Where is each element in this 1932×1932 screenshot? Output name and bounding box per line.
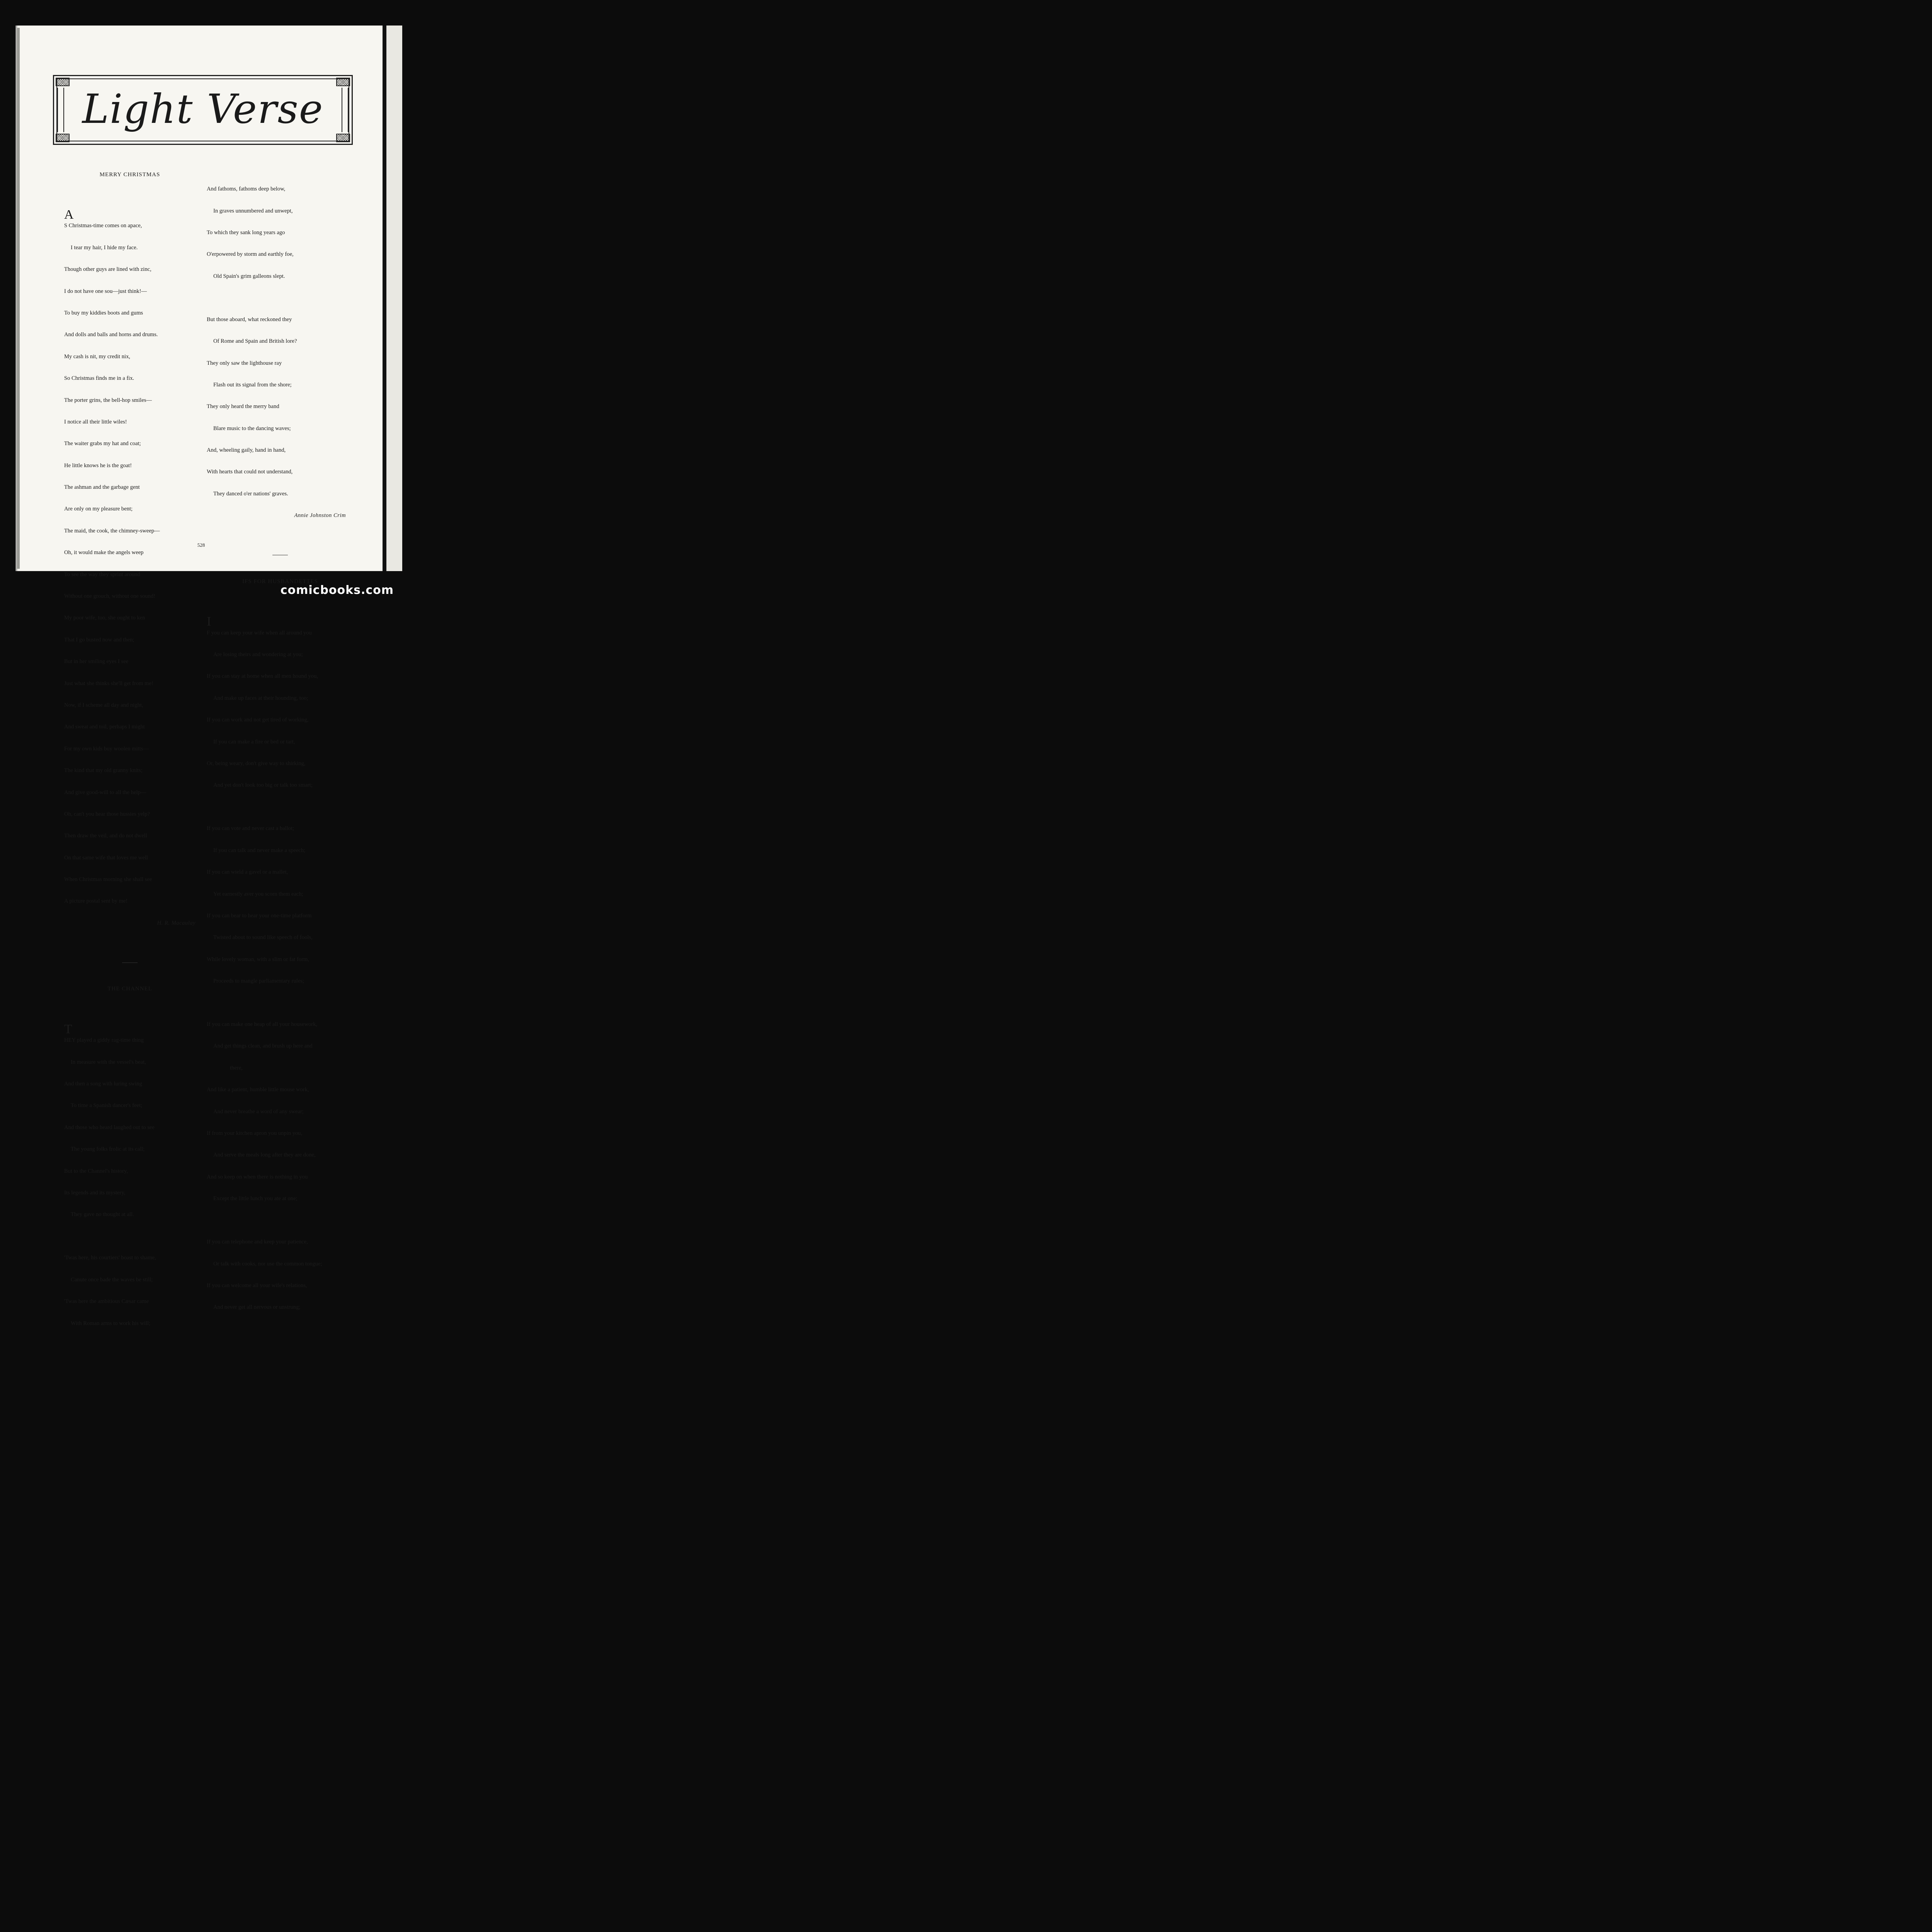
poem-line: And so keep on when there is nothing in you xyxy=(207,1173,308,1180)
poem-line: And dolls and balls and horns and drums. xyxy=(64,332,158,338)
poem-line: So Christmas finds me in a fix. xyxy=(64,375,134,382)
poem-line: Twisted about to sound like speech of fools, xyxy=(213,934,313,941)
poem-line: If you can work and not get tired of working, xyxy=(207,717,309,723)
poem-line: If you can telephone and keep your patience, xyxy=(207,1239,308,1245)
poem-title-merry-christmas: MERRY CHRISTMAS xyxy=(99,171,160,178)
poem-line: Then draw the veil, and do not dwell xyxy=(64,833,147,839)
poem-line: If you can wield a gavel or a mallet, xyxy=(207,869,288,876)
poem-line: And never get all nervous or unstrung; xyxy=(213,1304,301,1311)
poem-ifs-for-husbandettes xyxy=(207,607,354,1326)
stanza-gap xyxy=(207,294,354,301)
poem-line: O'erpowered by storm and earthly foe, xyxy=(207,251,294,258)
poem-line: 'Twas here the ambitious Cæsar came xyxy=(64,1298,149,1305)
stanza-gap xyxy=(207,1217,354,1224)
left-column xyxy=(64,156,196,1349)
poem-line: Or talk with cooks, nor use the common tongue; xyxy=(213,1260,322,1267)
drop-cap: A xyxy=(64,207,74,222)
drop-cap: I xyxy=(207,614,211,629)
poem-line: And yet don't look too big or talk too smart; xyxy=(213,782,313,789)
facing-page-edge xyxy=(386,26,402,571)
poem-line: And then a song with luring swing xyxy=(64,1081,142,1087)
poem-line: In graves unnumbered and unwept, xyxy=(213,207,293,214)
poem-line: Without one grouch, without one sound! xyxy=(64,593,156,600)
title-banner xyxy=(53,75,353,145)
poem-merry-christmas xyxy=(64,201,196,941)
poem-line: They gave no thought at all. xyxy=(71,1211,134,1218)
poem-line: That I go busted now and then; xyxy=(64,636,134,643)
celtic-knot-ornament-icon xyxy=(336,134,350,142)
poem-line: Yet earnestly aver you scorn them each; xyxy=(213,891,303,897)
poem-line: In measure with the vessel's beat, xyxy=(71,1059,146,1065)
poem-line: The young folks frolic at its call; xyxy=(71,1146,145,1153)
poem-line: If you can vote and never cast a ballot; xyxy=(207,825,294,832)
poem-line: The kind that my old granny knits; xyxy=(64,767,143,774)
poem-line: And, wheeling gaily, hand in hand, xyxy=(207,447,286,454)
poem-line: 'Twas here, his courtiers' boast to shame, xyxy=(64,1255,156,1261)
poem-line: Proceeds to mangle parliamentary rules; xyxy=(213,978,304,985)
poem-line: Are losing theirs and wondering at you; xyxy=(213,651,303,658)
poem-line: HEY played a giddy rag-time thing xyxy=(64,1037,144,1044)
poem-line: The waiter grabs my hat and coat; xyxy=(64,440,141,447)
poem-line: The ashman and the garbage gent xyxy=(64,484,140,491)
poem-line: And never breathe a word of any swear; xyxy=(213,1108,304,1115)
poem-line: To time a Spanish dancer's feet; xyxy=(71,1102,143,1109)
poem-line: I do not have one sou—just think!— xyxy=(64,288,147,294)
page-title: Light Verse xyxy=(82,85,324,133)
poem-line: And make up faces at their hounding, too; xyxy=(213,695,308,701)
poem-line: The maid, the cook, the chimney-sweep— xyxy=(64,527,160,534)
poem-line: And get things clean, and brush up here and xyxy=(213,1043,313,1049)
stanza-gap xyxy=(207,804,354,811)
poem-line: Its legends and its mystery, xyxy=(64,1189,126,1196)
poem-line: I notice all their little wiles! xyxy=(64,418,127,425)
poem-line: Flash out its signal from the shore; xyxy=(213,381,292,388)
poem-line: And sweat and toil, perhaps I might xyxy=(64,724,145,730)
poem-line: But those aboard, what reckoned they xyxy=(207,316,292,323)
poem-line: My poor wife, too, she ought to ken xyxy=(64,615,145,621)
poem-line: A picture postal sent by me! xyxy=(64,898,128,905)
poem-line: They only heard the merry band xyxy=(207,403,279,410)
poem-line: For my own kids buy woolen mitts— xyxy=(64,745,149,752)
celtic-knot-ornament-icon xyxy=(56,134,70,142)
poem-line: If you can bear to hear your one-time platform xyxy=(207,912,312,919)
poem-line: Oh, it would make the angels weep xyxy=(64,549,144,556)
poem-line: They danced o'er nations' graves. xyxy=(213,490,288,497)
poem-title-the-channel: THE CHANNEL xyxy=(107,986,152,992)
poem-line: To which they sank long years ago xyxy=(207,229,285,236)
poem-line: He little knows he is the goat! xyxy=(64,462,132,469)
poem-line: And give good-will to all the help— xyxy=(64,789,146,796)
book-spine xyxy=(383,26,386,571)
poem-line: On that same wife that loves me well xyxy=(64,854,148,861)
poem-line: The porter grins, the bell-hop smiles— xyxy=(64,397,152,403)
poem-author: Annie Johnston Crim xyxy=(294,512,346,519)
poem-line: S Christmas-time comes on apace, xyxy=(64,223,142,229)
poem-line: Or, being weary, don't give way to shirking, xyxy=(207,760,306,767)
poem-line: If you can make a fire or bed or tart, xyxy=(213,738,295,745)
poem-line: Oh, can't you hear those hussies yelp? xyxy=(64,811,150,817)
poem-line: And like a patient, humble little mouse work, xyxy=(207,1087,309,1093)
poem-line: Except the little lunch you ate at one; xyxy=(213,1196,298,1202)
poem-line: there, xyxy=(230,1065,243,1071)
site-watermark: comicbooks.com xyxy=(280,583,394,597)
poem-line: Just what she thinks she'll get from me! xyxy=(64,680,153,687)
poem-line: With Roman arms to work his will; xyxy=(71,1320,151,1327)
poem-line: Are only on my pleasure bent; xyxy=(64,506,133,512)
poem-line: I tear my hair, I hide my face. xyxy=(71,244,138,251)
poem-line: But to the Channel's history, xyxy=(64,1168,128,1174)
poem-line: Though other guys are lined with zinc, xyxy=(64,266,151,273)
stanza-gap xyxy=(207,999,354,1006)
poem-line: When Christmas morning she shall see xyxy=(64,876,152,883)
poem-line: And those who heard laughed out to see xyxy=(64,1124,155,1131)
poem-line: If you can stay at home when all men hound you, xyxy=(207,673,318,680)
poem-author: H. R. Macaulay xyxy=(157,920,196,926)
poem-line: To see the way they sprint around xyxy=(64,571,140,578)
stanza-gap xyxy=(64,1233,196,1240)
poem-line: Now, if I scheme all day and night, xyxy=(64,702,143,708)
poem-line: If you can welcome all your wife's relations, xyxy=(207,1282,307,1289)
poem-line: Of Rome and Spain and British lore? xyxy=(213,338,297,345)
page-number: 528 xyxy=(197,542,205,548)
poem-line: F you can keep your wife when all around you xyxy=(207,629,312,636)
poem-line: If from your kitchen apron you unpin you, xyxy=(207,1130,303,1136)
page-gutter-shadow xyxy=(17,28,20,569)
poem-the-channel-continued xyxy=(207,171,354,534)
poem-the-channel xyxy=(64,1015,196,1342)
poem-line: And serve the meals long after they are done, xyxy=(213,1152,316,1158)
poem-line: Canute once bade the waves be still; xyxy=(71,1276,153,1283)
poem-line: But in her smiling eyes I see xyxy=(64,658,129,665)
drop-cap: T xyxy=(64,1022,72,1036)
poem-line: Blare music to the dancing waves; xyxy=(213,425,291,432)
poem-line: My cash is nit, my credit nix, xyxy=(64,353,131,360)
poem-line: And fathoms, fathoms deep below, xyxy=(207,186,286,192)
poem-line: If you can make one heap of all your housework, xyxy=(207,1021,318,1028)
poem-line: If you can talk and never make a speech; xyxy=(213,847,306,854)
poem-line: While lovely woman, with a slim or fat form, xyxy=(207,956,310,963)
right-column xyxy=(207,156,354,1333)
poem-line: Old Spain's grim galleons slept. xyxy=(213,273,285,279)
poem-line: With hearts that could not understand, xyxy=(207,469,293,475)
poem-line: To buy my kiddies boots and gums xyxy=(64,310,143,316)
poem-line: They only saw the lighthouse ray xyxy=(207,360,282,366)
poem-title-ifs-for-husbandettes: IFS FOR HUSBANDETTES xyxy=(242,578,318,585)
